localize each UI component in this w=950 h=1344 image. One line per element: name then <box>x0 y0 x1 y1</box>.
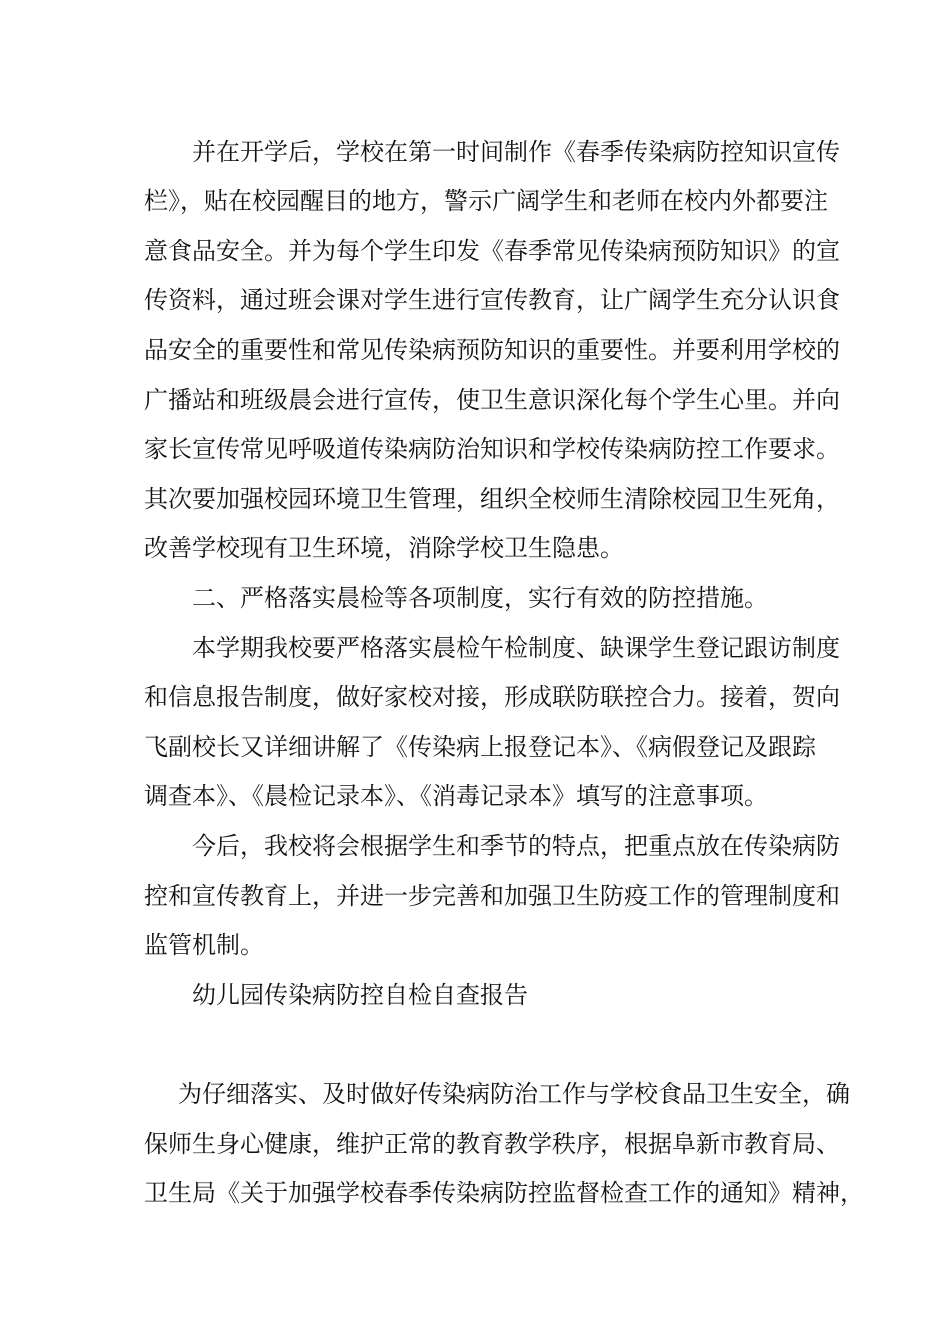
paragraph-line: 调查本》、《晨检记录本》、《消毒记录本》填写的注意事项。 <box>144 782 768 810</box>
paragraph-line: 本学期我校要严格落实晨检午检制度、缺课学生登记跟访制度 <box>192 634 840 662</box>
paragraph-line: 传资料，通过班会课对学生进行宣传教育，让广阔学生充分认识食 <box>144 286 840 314</box>
section-heading: 二、严格落实晨检等各项制度，实行有效的防控措施。 <box>192 584 768 612</box>
paragraph-line: 广播站和班级晨会进行宣传，使卫生意识深化每个学生心里。并向 <box>144 386 840 414</box>
paragraph-line: 控和宣传教育上，并进一步完善和加强卫生防疫工作的管理制度和 <box>144 882 840 910</box>
paragraph-line: 监管机制。 <box>144 931 264 959</box>
paragraph-line: 今后，我校将会根据学生和季节的特点，把重点放在传染病防 <box>192 832 840 860</box>
paragraph-line: 其次要加强校园环境卫生管理，组织全校师生清除校园卫生死角， <box>144 485 840 513</box>
paragraph-line: 保师生身心健康，维护正常的教育教学秩序，根据阜新市教育局、 <box>144 1130 840 1158</box>
paragraph-line: 飞副校长又详细讲解了《传染病上报登记本》、《病假登记及跟踪 <box>144 733 816 761</box>
paragraph-line: 改善学校现有卫生环境，消除学校卫生隐患。 <box>144 534 624 562</box>
paragraph-line: 栏》，贴在校园醒目的地方，警示广阔学生和老师在校内外都要注 <box>144 187 828 215</box>
paragraph-line: 卫生局《关于加强学校春季传染病防控监督检查工作的通知》精神， <box>144 1179 864 1207</box>
paragraph-line: 并在开学后，学校在第一时间制作《春季传染病防控知识宣传 <box>192 138 840 166</box>
paragraph-line: 品安全的重要性和常见传染病预防知识的重要性。并要利用学校的 <box>144 336 840 364</box>
paragraph-line: 意食品安全。并为每个学生印发《春季常见传染病预防知识》的宣 <box>144 237 840 265</box>
paragraph-line: 为仔细落实、及时做好传染病防治工作与学校食品卫生安全，确 <box>178 1080 850 1108</box>
report-title: 幼儿园传染病防控自检自查报告 <box>192 981 528 1009</box>
paragraph-line: 和信息报告制度，做好家校对接，形成联防联控合力。接着，贺向 <box>144 683 840 711</box>
paragraph-line: 家长宣传常见呼吸道传染病防治知识和学校传染病防控工作要求。 <box>144 435 840 463</box>
